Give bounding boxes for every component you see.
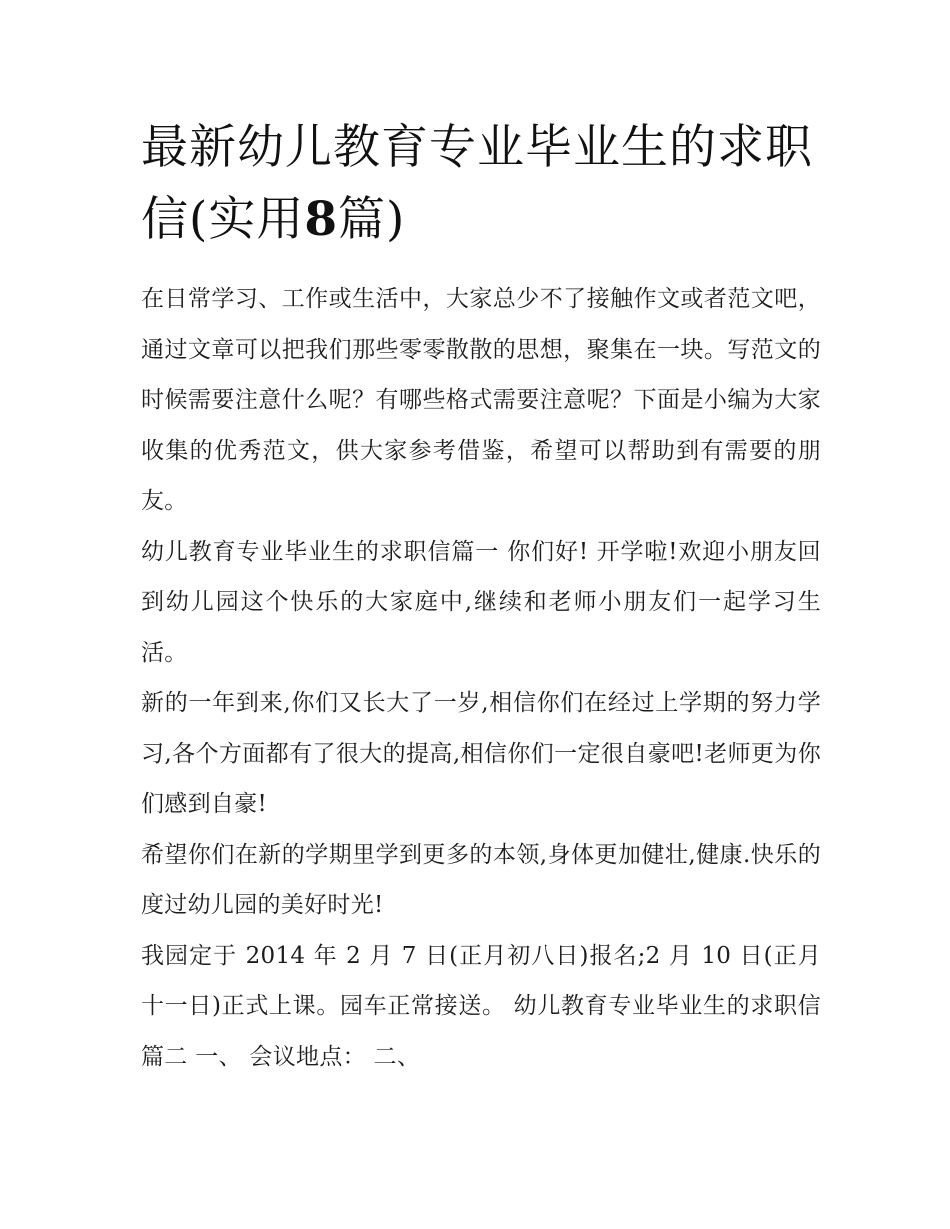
- title-number: 8: [304, 192, 339, 247]
- title-suffix: 篇): [338, 192, 406, 247]
- letter-paragraph-1: 幼儿教育专业毕业生的求职信篇一 你们好! 开学啦!欢迎小朋友回到幼儿园这个快乐的大家庭中,继续和老师小朋友们一起学习生活。: [141, 538, 821, 666]
- letter-paragraph-4: 我园定于 2014 年 2 月 7 日(正月初八日)报名;2 月 10 日(正月十一日)正式上课。园车正常接送。 幼儿教育专业毕业生的求职信篇二 一、 会议地点： 二、: [141, 942, 821, 1070]
- document-title: [141, 112, 821, 256]
- title-text: 最新幼儿教育专业毕业生的求职信(实用: [141, 120, 813, 247]
- intro-paragraph: 在日常学习、工作或生活中，大家总少不了接触作文或者范文吧，通过文章可以把我们那些零零散散的思想，聚集在一块。写范文的时候需要注意什么呢？有哪些格式需要注意呢？下面是小编为大家收集的优秀范文，供大家参考借鉴，希望可以帮助到有需要的朋友。: [141, 286, 821, 514]
- letter-paragraph-3: 希望你们在新的学期里学到更多的本领,身体更加健壮,健康.快乐的度过幼儿园的美好时光!: [141, 841, 821, 918]
- document-content: [141, 112, 821, 1082]
- letter-paragraph-2: 新的一年到来,你们又长大了一岁,相信你们在经过上学期的努力学习,各个方面都有了很大的提高,相信你们一定很自豪吧!老师更为你们感到自豪!: [141, 690, 821, 817]
